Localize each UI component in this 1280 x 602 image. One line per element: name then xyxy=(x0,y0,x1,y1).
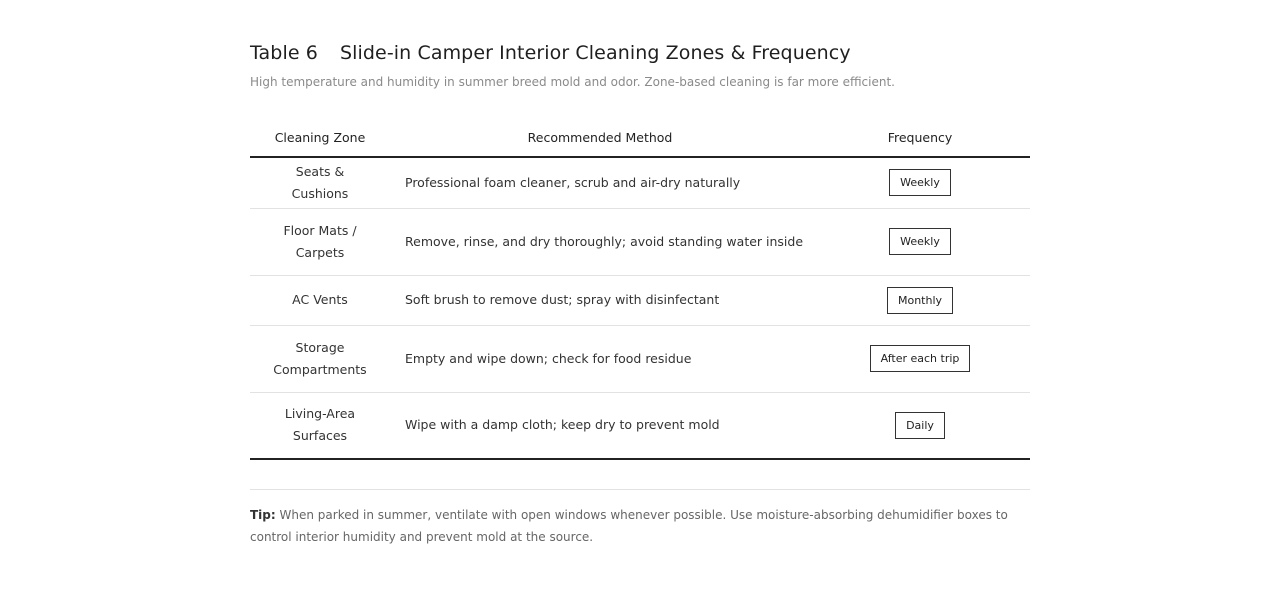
table-row xyxy=(250,325,1030,392)
table-row xyxy=(250,275,1030,325)
tip-text: When parked in summer, ventilate with open windows whenever possible. Use moisture-absorbing dehumidifier boxes to control interior humidity and prevent mold at the source. xyxy=(250,508,1008,544)
zone-cell xyxy=(250,157,390,208)
frequency-cell xyxy=(810,275,1030,325)
table-row xyxy=(250,208,1030,275)
tip-label: Tip: xyxy=(250,508,276,522)
frequency-badge: After each trip xyxy=(870,345,971,372)
zone-cell xyxy=(250,392,390,459)
zone-cell xyxy=(250,208,390,275)
method-cell: Soft brush to remove dust; spray with disinfectant xyxy=(390,275,810,325)
table-title-text: Slide-in Camper Interior Cleaning Zones & Frequency xyxy=(339,42,851,64)
table-row xyxy=(250,157,1030,208)
frequency-badge: Weekly xyxy=(889,169,951,196)
column-header-frequency: Frequency xyxy=(810,118,1030,157)
zone-cell xyxy=(250,325,390,392)
cleaning-table xyxy=(250,118,1030,460)
zone-label: Floor Mats / Carpets xyxy=(283,222,357,260)
zone-cell xyxy=(250,275,390,325)
frequency-cell xyxy=(810,157,1030,208)
table-header-row xyxy=(250,118,1030,157)
frequency-badge: Monthly xyxy=(887,287,953,314)
method-cell: Professional foam cleaner, scrub and air-dry naturally xyxy=(390,157,810,208)
frequency-cell xyxy=(810,325,1030,392)
frequency-badge: Weekly xyxy=(889,228,951,255)
table-subtitle: High temperature and humidity in summer breed mold and odor. Zone-based cleaning is far more efficient. xyxy=(250,75,895,89)
method-cell: Wipe with a damp cloth; keep dry to prevent mold xyxy=(390,392,810,459)
zone-label: Seats & Cushions xyxy=(291,163,349,201)
frequency-cell xyxy=(810,208,1030,275)
frequency-cell xyxy=(810,392,1030,459)
column-header-zone: Cleaning Zone xyxy=(250,118,390,157)
frequency-badge: Daily xyxy=(895,412,945,439)
table-title xyxy=(250,42,851,64)
tip-divider xyxy=(250,489,1030,490)
zone-label: AC Vents xyxy=(292,292,348,307)
tip-note xyxy=(250,504,1030,548)
zone-label: Storage Compartments xyxy=(273,339,367,377)
column-header-method: Recommended Method xyxy=(390,118,810,157)
method-cell: Empty and wipe down; check for food residue xyxy=(390,325,810,392)
table-number: Table 6 xyxy=(250,42,318,64)
table-row xyxy=(250,392,1030,459)
method-cell: Remove, rinse, and dry thoroughly; avoid standing water inside xyxy=(390,208,810,275)
zone-label: Living-Area Surfaces xyxy=(284,406,356,444)
